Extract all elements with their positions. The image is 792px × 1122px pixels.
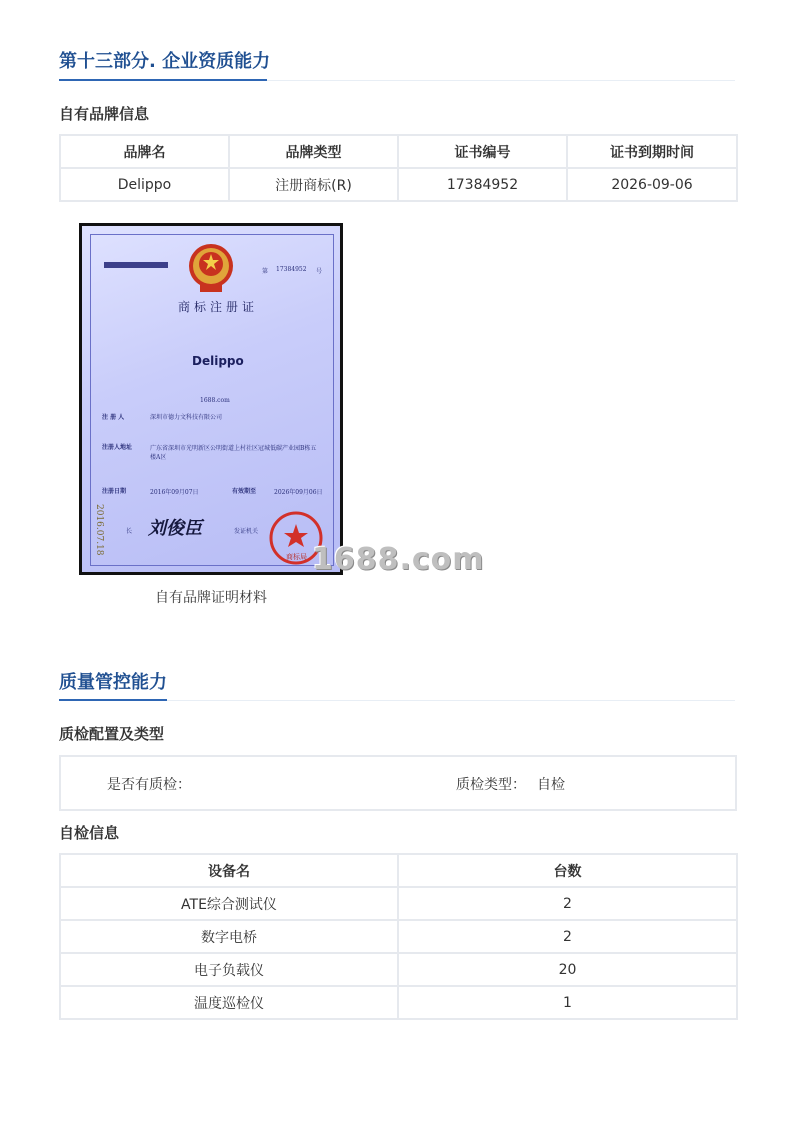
qc-type-value: 自检 (537, 777, 565, 793)
device-name-cell: ATE综合测试仪 (60, 887, 398, 920)
certificate-caption: 自有品牌证明材料 (155, 590, 267, 606)
chief-label: 长 (126, 528, 133, 535)
registrant-label: 注 册 人 (102, 414, 125, 421)
section-accent-bar (59, 699, 167, 701)
device-name-cell: 电子负载仪 (60, 953, 398, 986)
quantity-cell: 1 (398, 986, 737, 1019)
self-check-table (59, 853, 738, 1020)
seal-text: 商标局 (286, 553, 307, 561)
header-cert-number: 证书编号 (398, 135, 567, 168)
valid-label: 有效期至 (232, 488, 257, 495)
signature: 刘俊臣 (148, 518, 202, 539)
section-accent-bar (59, 79, 267, 81)
brand-type-cell: 注册商标(R) (229, 168, 398, 201)
address: 广东省深圳市光明新区公明街道上村社区冠城低碳产业园B栋五楼A区 (150, 445, 317, 461)
quantity-cell: 2 (398, 887, 737, 920)
cert-site: 1688.com (200, 397, 230, 404)
header-quantity: 台数 (398, 854, 737, 887)
watermark: 1688.com (312, 542, 485, 577)
has-qc-label: 是否有质检： (107, 777, 191, 793)
cert-number-suffix: 号 (316, 268, 323, 275)
cert-number-label: 第 (262, 268, 269, 275)
table-row (60, 887, 737, 920)
certificate-image (79, 223, 343, 575)
quantity-cell: 2 (398, 920, 737, 953)
header-device-name: 设备名 (60, 854, 398, 887)
qc-config-box (59, 755, 737, 811)
reg-date: 2016年09月07日 (150, 489, 199, 496)
table-row (60, 986, 737, 1019)
self-check-header (60, 854, 737, 887)
header-brand-name: 品牌名 (60, 135, 229, 168)
cert-expiry-cell: 2026-09-06 (567, 168, 737, 201)
self-check-subtitle: 自检信息 (59, 824, 120, 842)
section-title: 质量管控能力 (59, 672, 167, 693)
cert-header-graphic (104, 262, 168, 268)
national-emblem-icon (186, 240, 236, 296)
device-name-cell: 数字电桥 (60, 920, 398, 953)
brand-table-header (60, 135, 737, 168)
qc-type-label: 质检类型： (456, 777, 526, 793)
registrant: 深圳市德力文科技有限公司 (150, 414, 223, 421)
header-brand-type: 品牌类型 (229, 135, 398, 168)
valid-date: 2026年09月06日 (274, 489, 323, 496)
table-row (60, 168, 737, 201)
cert-title: 商标注册证 (178, 300, 259, 314)
brand-subtitle: 自有品牌信息 (59, 105, 150, 123)
cert-number-cell: 17384952 (398, 168, 567, 201)
header-cert-expiry: 证书到期时间 (567, 135, 737, 168)
reg-date-label: 注册日期 (102, 488, 127, 495)
brand-name-cell: Delippo (60, 168, 229, 201)
device-name-cell: 温度巡检仪 (60, 986, 398, 1019)
date-stamp: 2016.07.18 (94, 504, 104, 556)
quantity-cell: 20 (398, 953, 737, 986)
table-row (60, 920, 737, 953)
brand-mark: Delippo (192, 354, 244, 368)
address-label: 注册人地址 (102, 444, 133, 451)
section-title: 第十三部分. 企业资质能力 (59, 51, 271, 72)
issuer-label: 发证机关 (234, 528, 259, 535)
brand-table (59, 134, 738, 202)
table-row (60, 953, 737, 986)
qc-subtitle: 质检配置及类型 (59, 725, 165, 743)
cert-number: 17384952 (276, 266, 307, 273)
